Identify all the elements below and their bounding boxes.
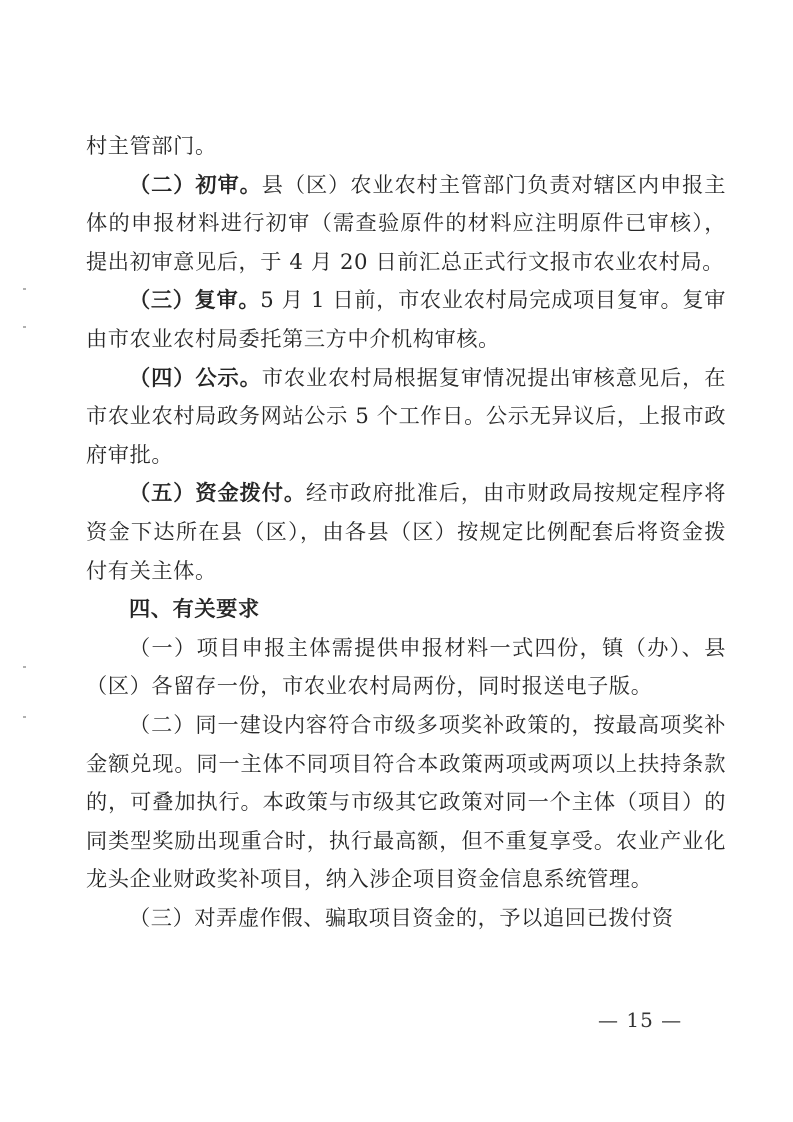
body-text <box>86 127 726 937</box>
paragraph-text: 县（区）农业农村主管部门负责对辖区内申报主体的申报材料进行初审（需查验原件的材料应注明原件已审核），提出初审意见后，于 4 月 20 日前汇总正式行文报市农业农村局。 <box>86 171 726 274</box>
scan-mark <box>23 288 26 290</box>
paragraph-fund-allocation <box>86 474 726 590</box>
paragraph-text: 村主管部门。 <box>86 133 217 158</box>
paragraph-initial-review <box>86 166 726 282</box>
section-heading: 四、有关要求 <box>129 596 260 622</box>
paragraph-text: 市农业农村局根据复审情况提出审核意见后，在市农业农村局政务网站公示 5 个工作日。公示无异议后，上报市政府审批。 <box>86 364 726 467</box>
scan-mark <box>23 666 26 668</box>
page-number: — 15 — <box>598 1008 683 1032</box>
paragraph-lead: （四）公示。 <box>129 364 262 390</box>
requirement-1: （一）项目申报主体需提供申报材料一式四份，镇（办）、县（区）各留存一份，市农业农村局两份，同时报送电子版。 <box>86 634 726 699</box>
requirement-2: （二）同一建设内容符合市级多项奖补政策的，按最高项奖补金额兑现。同一主体不同项目符合本政策两项或两项以上扶持条款的，可叠加执行。本政策与市级其它政策对同一个主体（项目）的同类型奖励出现重合时，执行最高额，但不重复享受。农业产业化龙头企业财政奖补项目，纳入涉企项目资金信息系统管理。 <box>86 711 726 892</box>
paragraph-lead: （三）复审。 <box>129 287 261 313</box>
scan-mark <box>23 326 26 328</box>
paragraph-text: 经市政府批准后，由市财政局按规定程序将资金下达所在县（区），由各县（区）按规定比例配套后将资金拨付有关主体。 <box>86 480 726 583</box>
paragraph-publicity <box>86 359 726 475</box>
paragraph-re-review <box>86 281 726 358</box>
paragraph-continuation <box>86 127 726 166</box>
paragraph-lead: （五）资金拨付。 <box>129 480 306 506</box>
requirement-3: （三）对弄虚作假、骗取项目资金的，予以追回已拨付资 <box>129 904 674 930</box>
paragraph-lead: （二）初审。 <box>129 171 262 197</box>
paragraph-text: 5 月 1 日前，市农业农村局完成项目复审。复审由市农业农村局委托第三方中介机构审核。 <box>86 287 726 351</box>
scan-mark <box>23 716 26 718</box>
